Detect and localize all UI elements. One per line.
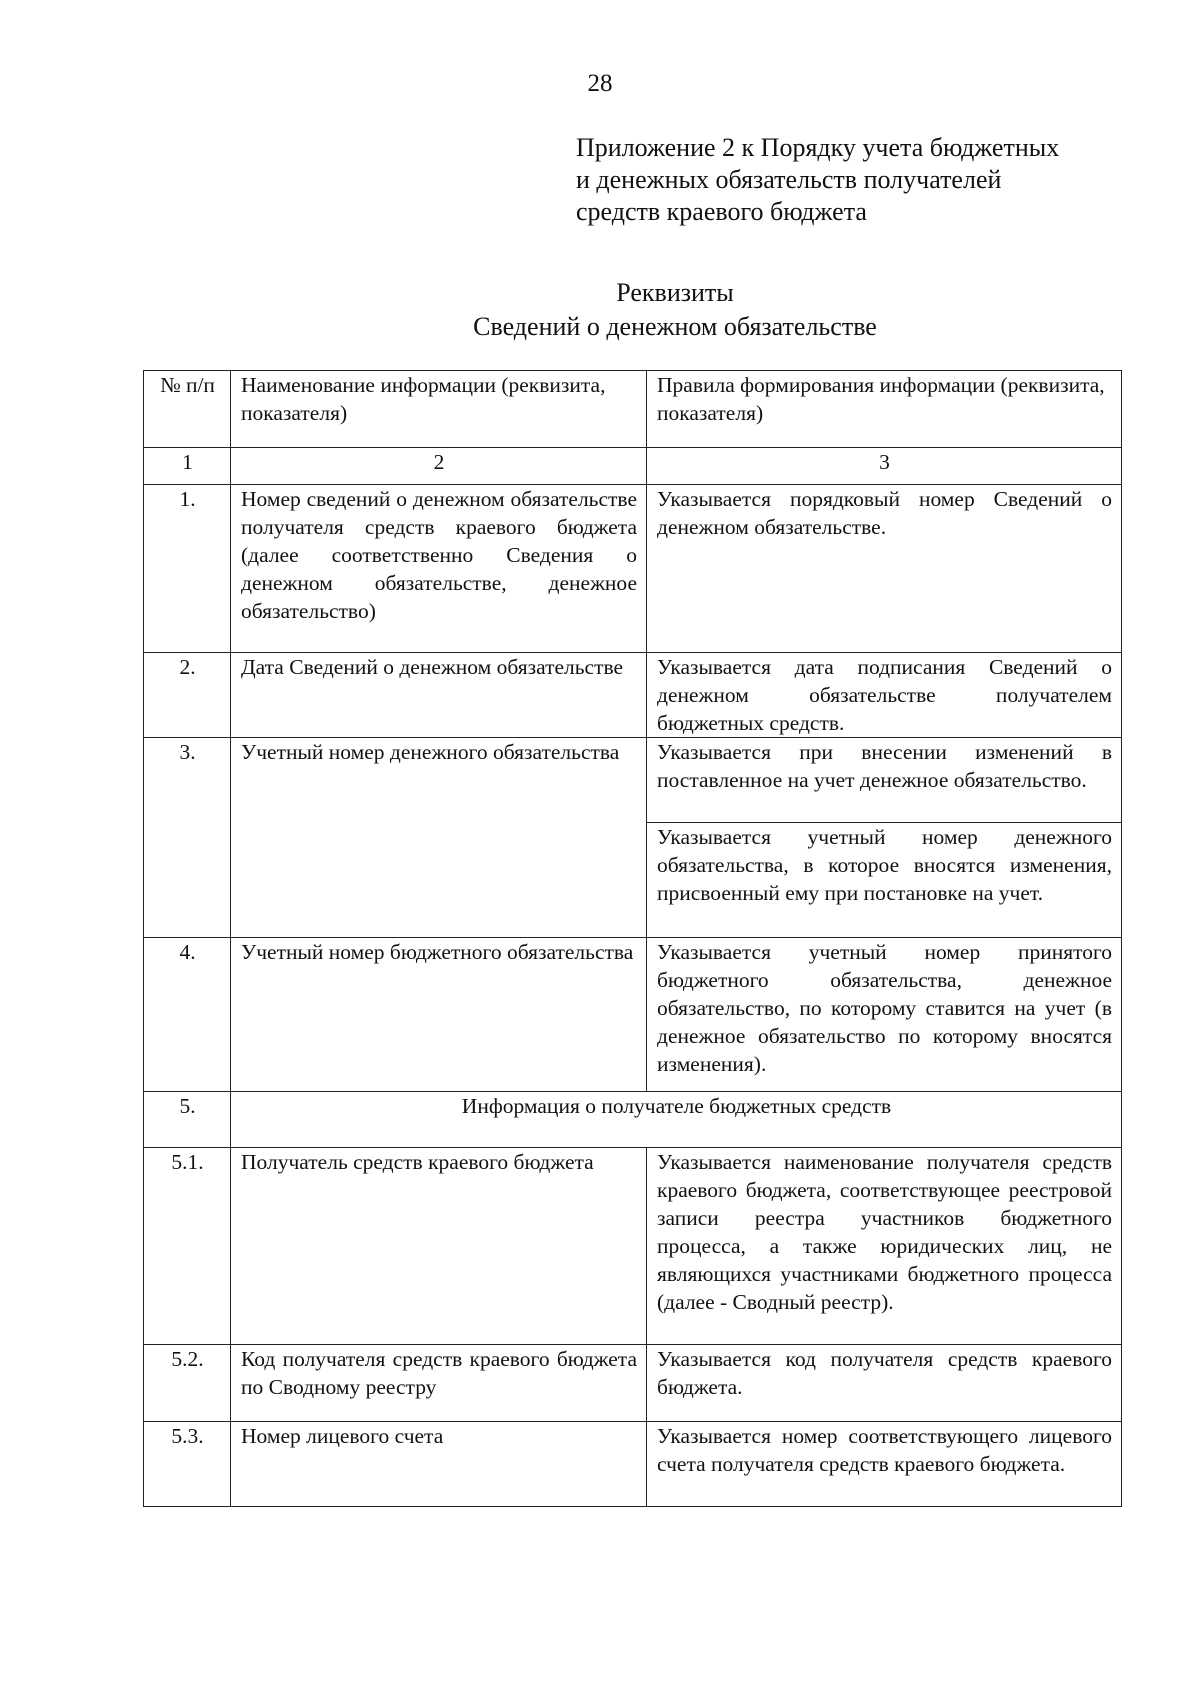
table-row xyxy=(144,1148,1122,1345)
row-rule: Указывается код получателя средств краевого бюджета. xyxy=(647,1345,1122,1422)
row-rule: Указывается номер соответствующего лицевого счета получателя средств краевого бюджета. xyxy=(647,1422,1122,1507)
appendix-line: Приложение 2 к Порядку учета бюджетных xyxy=(576,133,1060,162)
row-name: Номер сведений о денежном обязательстве получателя средств краевого бюджета (далее соответственно Сведения о денежном обязательстве, денежное обязательство) xyxy=(231,485,647,653)
row-number: 5.1. xyxy=(144,1148,231,1345)
header-number: № п/п xyxy=(144,371,231,448)
row-rule: Указывается дата подписания Сведений о денежном обязательстве получателем бюджетных средств. xyxy=(647,653,1122,738)
section-row xyxy=(144,1092,1122,1148)
row-rule: Указывается учетный номер принятого бюджетного обязательства, денежное обязательство, по которому ставится на учет (в денежное обязательство по которому вносятся изменения). xyxy=(647,938,1122,1092)
column-number-row xyxy=(144,448,1122,485)
table-row xyxy=(144,1345,1122,1422)
table-row xyxy=(144,738,1122,823)
row-rule: Указывается наименование получателя средств краевого бюджета, соответствующее реестровой записи реестра участников бюджетного процесса, а также юридических лиц, не являющихся участниками бюджетного процесса (далее - Сводный реестр). xyxy=(647,1148,1122,1345)
header-name: Наименование информации (реквизита, показателя) xyxy=(231,371,647,448)
row-number: 4. xyxy=(144,938,231,1092)
row-rule: Указывается при внесении изменений в поставленное на учет денежное обязательство. xyxy=(647,738,1122,823)
row-number: 2. xyxy=(144,653,231,738)
row-name: Получатель средств краевого бюджета xyxy=(231,1148,647,1345)
requisites-table xyxy=(143,370,1122,1507)
table-row xyxy=(144,1422,1122,1507)
row-name: Дата Сведений о денежном обязательстве xyxy=(231,653,647,738)
row-number: 5.2. xyxy=(144,1345,231,1422)
table-row xyxy=(144,938,1122,1092)
row-name: Номер лицевого счета xyxy=(231,1422,647,1507)
table-row xyxy=(144,485,1122,653)
column-number: 1 xyxy=(144,448,231,485)
column-number: 2 xyxy=(231,448,647,485)
table-row xyxy=(144,653,1122,738)
row-name: Код получателя средств краевого бюджета по Сводному реестру xyxy=(231,1345,647,1422)
section-title: Информация о получателе бюджетных средств xyxy=(231,1092,1122,1148)
row-rule: Указывается порядковый номер Сведений о денежном обязательстве. xyxy=(647,485,1122,653)
page-number: 28 xyxy=(587,70,613,97)
row-name: Учетный номер денежного обязательства xyxy=(231,738,647,938)
header-rule: Правила формирования информации (реквизита, показателя) xyxy=(647,371,1122,448)
row-rule-2: Указывается учетный номер денежного обязательства, в которое вносятся изменения, присвоенный ему при постановке на учет. xyxy=(647,823,1122,938)
row-number: 5.3. xyxy=(144,1422,231,1507)
row-number: 3. xyxy=(144,738,231,938)
row-name: Учетный номер бюджетного обязательства xyxy=(231,938,647,1092)
appendix-line: средств краевого бюджета xyxy=(576,197,867,226)
row-number: 5. xyxy=(144,1092,231,1148)
title-line-2: Сведений о денежном обязательстве xyxy=(473,312,877,341)
document-title xyxy=(0,276,1200,344)
appendix-note xyxy=(576,132,1136,228)
title-line-1: Реквизиты xyxy=(616,278,734,307)
column-number: 3 xyxy=(647,448,1122,485)
row-number: 1. xyxy=(144,485,231,653)
appendix-line: и денежных обязательств получателей xyxy=(576,165,1002,194)
table-header-row xyxy=(144,371,1122,448)
